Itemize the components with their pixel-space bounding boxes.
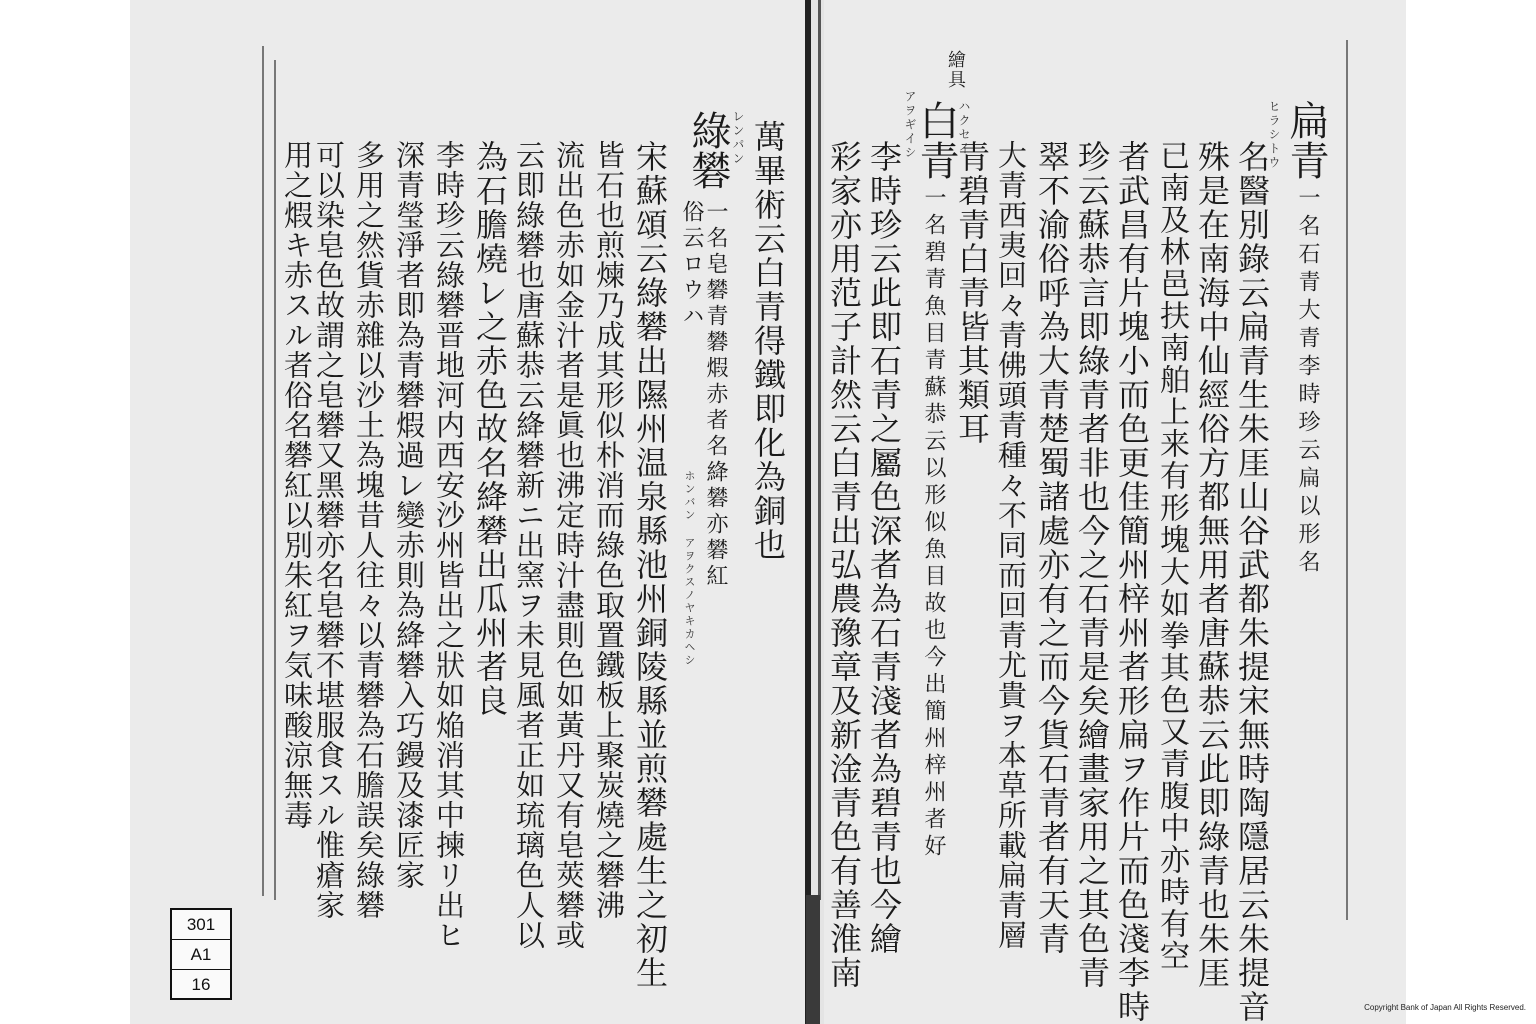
left-body-line-5: 為石膽燒レ之赤色故名絳礬出瓜州者良 <box>471 140 509 718</box>
gutter-shadow <box>805 0 811 1024</box>
gutter-edge <box>818 0 821 900</box>
quote-line: 萬畢術云白青得鐵即化為銅也 <box>749 120 787 562</box>
entry-intro: 一名石青大青李時珍云扁以形名 <box>1295 186 1320 578</box>
copyright-notice: Copyright Bank of Japan All Rights Reserved. <box>1364 1003 1526 1012</box>
left-inner-line <box>274 60 276 900</box>
call-number-line-2: A1 <box>172 940 230 970</box>
body-line-3: 已南及林邑扶南舶上来有形塊大如拳其色又青腹中亦時有空 <box>1154 140 1189 972</box>
sub-body-line-2: 彩家亦用范子計然云白青出弘農豫章及新淦青色有善淮南 <box>825 140 863 990</box>
subtitle-reading: ハクセイ <box>957 100 971 156</box>
left-body-line-7: 深青瑩淨者即為青礬煆過レ變赤則為絳礬入巧鏝及漆匠家 <box>392 140 426 890</box>
body-line-7: 大青西夷回々青佛頭青種々不同而回青尤貴ヲ本草所載扁青層 <box>994 140 1028 950</box>
left-frame-line <box>262 46 264 896</box>
call-number-line-1: 301 <box>172 910 230 940</box>
body-line-1: 名醫別錄云扁青生朱厓山谷武都朱提宋無時陶隱居云朱提音 <box>1233 140 1271 1024</box>
left-body-line-8: 多用之然貨赤雜以沙土為塊昔人往々以青礬為石膽誤矣綠礬 <box>352 140 386 920</box>
sub-body-line-1: 李時珍云此即石青之屬色深者為石青淺者為碧青也今繪 <box>865 140 903 956</box>
left-body-line-6: 李時珍云綠礬晋地河内西安沙州皆出之狀如焔消其中揀リ出ヒ <box>432 140 466 950</box>
ryokuban-intro-reading: ホンバン アヲクスノヤキカヘシ <box>683 470 696 667</box>
left-body-line-10: 用之煆キ赤スル者俗名礬紅以別朱紅ヲ気味酸涼無毒 <box>280 140 314 830</box>
left-body-line-3: 流出色赤如金汁者是眞也沸定時汁盡則色如黃丹又有皂莢礬或 <box>552 140 586 950</box>
ryokuban-intro: 一名皂礬青礬煆赤者名絳礬亦礬紅 <box>703 200 728 590</box>
entry-title-ryokuban: 綠礬 <box>685 110 731 190</box>
library-call-number-label <box>170 908 232 1000</box>
body-line-5: 珍云蘇恭言即綠青者非也今之石青是矣繪畫家用之其色青 <box>1073 140 1111 990</box>
sub-intro: 一名碧青魚目青蘇恭云以形似魚目故也今出簡州梓州者好 <box>921 186 946 861</box>
left-body-line-1: 宋蘇頌云綠礬出隰州温泉縣池州銅陵縣並煎礬處生之初生 <box>631 140 669 990</box>
left-body-line-9: 可以染皂色故謂之皂礬又黑礬亦名皂礬不堪服食スル惟瘡家 <box>312 140 346 920</box>
entry-title-hakusei: 白青 <box>913 100 959 180</box>
body-line-6: 翠不渝俗呼為大青楚蜀諸處亦有之而今貨石青者有天青 <box>1033 140 1071 956</box>
entry-title-reading: ヒラシトウ <box>1267 100 1281 170</box>
gutter-binding <box>806 895 820 1024</box>
body-line-2: 殊是在南海中仙經俗方都無用者唐蘇恭云此即綠青也朱厓 <box>1193 140 1231 990</box>
right-frame-line <box>1346 40 1348 920</box>
left-body-line-2: 皆石也煎煉乃成其形似朴消而綠色取置鐵板上聚炭燒之礬沸 <box>592 140 626 920</box>
body-line-8: 青碧青白青皆其類耳 <box>953 140 991 446</box>
ryokuban-reading: レンパン <box>731 110 745 166</box>
left-body-line-4: 云即綠礬也唐蘇恭云絳礬新ニ出窯ヲ未見風者正如琉璃色人以 <box>512 140 546 950</box>
ryokuban-intro-2: 俗云ロウハ <box>679 200 704 330</box>
subhead-small: 繪具 <box>945 50 966 90</box>
subtitle-reading-2: アヲギイシ <box>903 90 917 160</box>
body-line-4: 者武昌有片塊小而色更佳簡州梓州者形扁ヲ作片而色淺李時 <box>1113 140 1151 1024</box>
call-number-line-3: 16 <box>191 975 211 994</box>
entry-title-henseì: 扁青 <box>1283 100 1329 180</box>
